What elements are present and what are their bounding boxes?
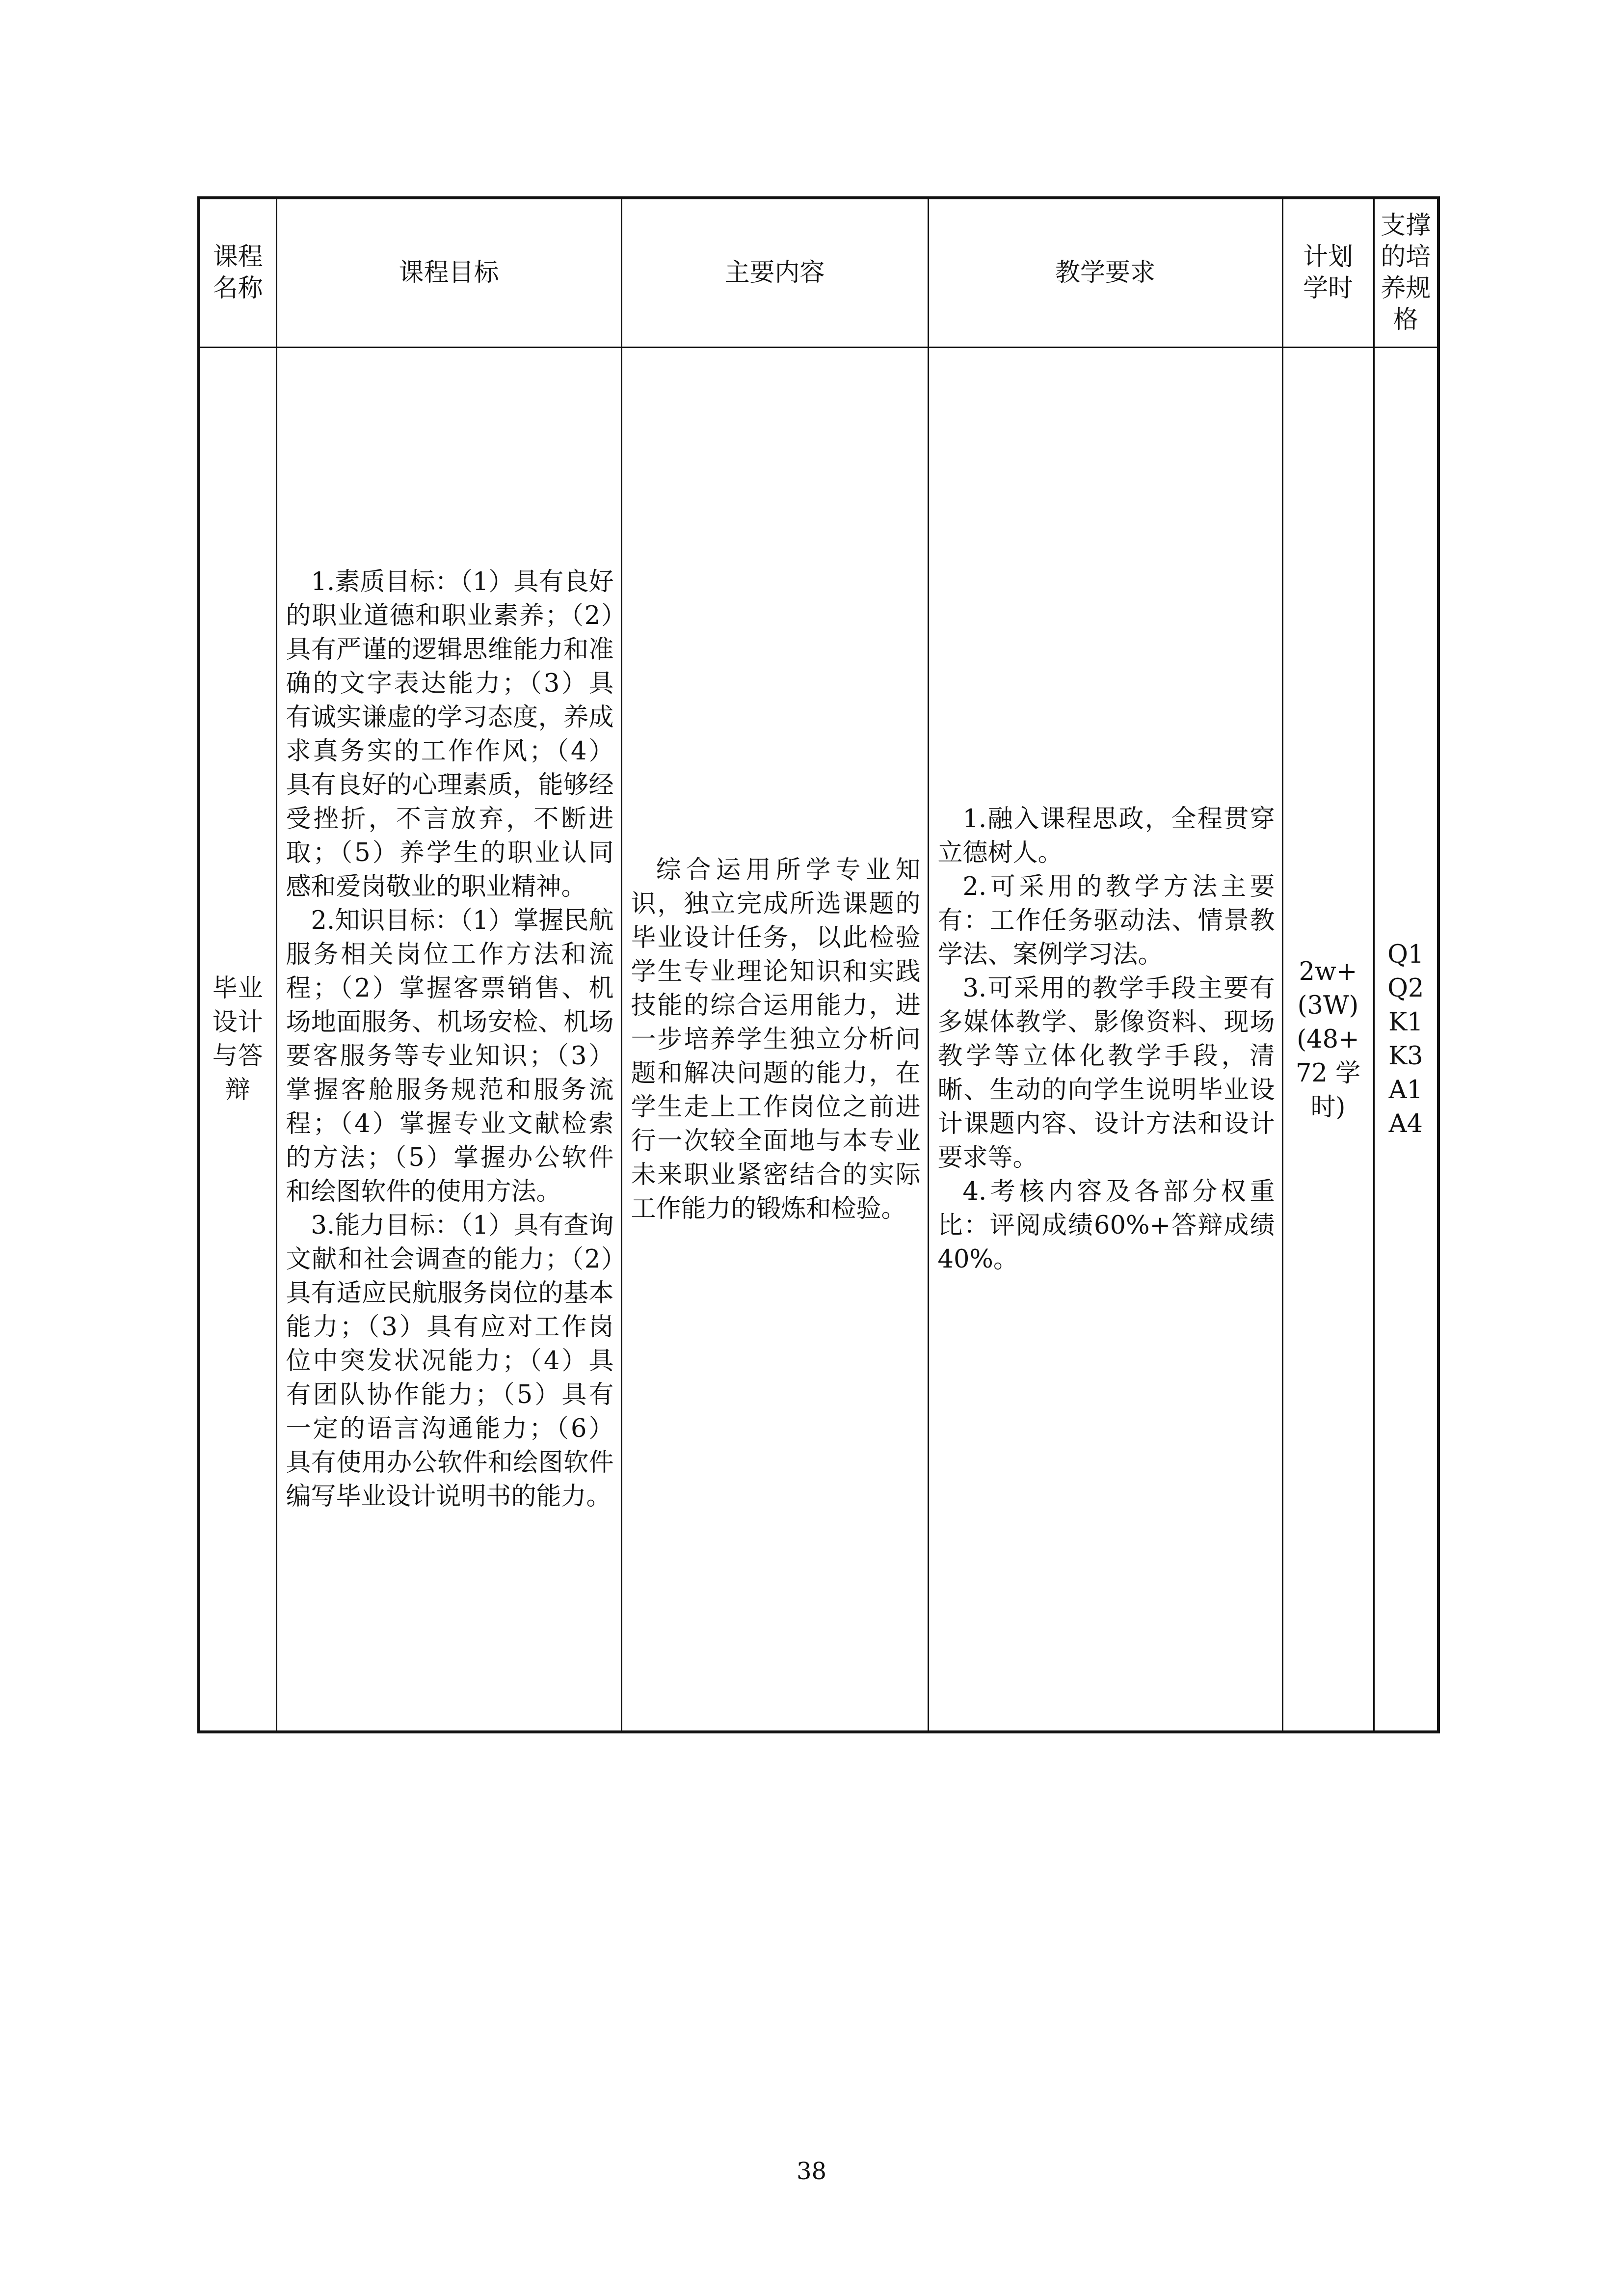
main-content-text: 综合运用所学专业知识，独立完成所选课题的毕业设计任务，以此检验学生专业理论知识和实践技能的综合运用能力，进一步培养学生独立分析问题和解决问题的能力，在学生走上工作岗位之前进行一次较全面地与本专业未来职业紧密结合的实际工作能力的锻炼和检验。 <box>631 855 921 1223</box>
course-goal-cell <box>276 348 621 1732</box>
header-planned-hours: 计划学时 <box>1282 198 1374 348</box>
spec-item: A1 <box>1388 1076 1423 1105</box>
goal-knowledge: 2.知识目标：（1）掌握民航服务相关岗位工作方法和流程；（2）掌握客票销售、机场地面服务、机场安检、机场要客服务等专业知识；（3）掌握客舱服务规范和服务流程；（4）掌握专业文献检索的方法；（5）掌握办公软件和绘图软件的使用方法。 <box>286 906 614 1206</box>
goal-quality: 1.素质目标：（1）具有良好的职业道德和职业素养；（2）具有严谨的逻辑思维能力和准确的文字表达能力；（3）具有诚实谦虚的学习态度，养成求真务实的工作作风；（4）具有良好的心理素质，能够经受挫折，不言放弃，不断进取；（5）养学生的职业认同感和爱岗敬业的职业精神。 <box>286 567 614 901</box>
course-name-cell <box>199 348 276 1732</box>
teaching-requirements-cell <box>928 348 1282 1732</box>
course-name: 毕业设计与答辩 <box>212 974 264 1105</box>
requirement-item: 3.可采用的教学手段主要有多媒体教学、影像资料、现场教学等立体化教学手段，清晰、生动的向学生说明毕业设计课题内容、设计方法和设计要求等。 <box>937 974 1275 1172</box>
main-content-cell <box>621 348 928 1732</box>
spec-item: K3 <box>1388 1042 1423 1071</box>
supported-specs-cell <box>1374 348 1438 1732</box>
goal-ability: 3.能力目标：（1）具有查询文献和社会调查的能力；（2）具有适应民航服务岗位的基本能力；（3）具有应对工作岗位中突发状况能力；（4）具有团队协作能力；（5）具有一定的语言沟通能力；（6）具有使用办公软件和绘图软件编写毕业设计说明书的能力。 <box>286 1211 614 1511</box>
requirement-item: 4.考核内容及各部分权重比：评阅成绩60%+答辩成绩40%。 <box>937 1177 1275 1274</box>
spec-item: Q2 <box>1387 974 1424 1003</box>
spec-item: K1 <box>1388 1008 1423 1037</box>
requirement-item: 1.融入课程思政，全程贯穿立德树人。 <box>937 805 1275 867</box>
header-course-name: 课程名称 <box>199 198 276 348</box>
course-table <box>197 196 1440 1733</box>
spec-item: A4 <box>1388 1109 1423 1138</box>
page-number: 38 <box>796 2158 827 2185</box>
table-row <box>199 348 1438 1732</box>
spec-item: Q1 <box>1387 940 1424 969</box>
header-main-content: 主要内容 <box>621 198 928 348</box>
header-teaching-requirements: 教学要求 <box>928 198 1282 348</box>
requirement-item: 2.可采用的教学方法主要有：工作任务驱动法、情景教学法、案例学习法。 <box>937 872 1275 969</box>
planned-hours: 2w+(3W)(48+72 学时) <box>1295 957 1361 1122</box>
header-course-goal: 课程目标 <box>276 198 621 348</box>
planned-hours-cell <box>1282 348 1374 1732</box>
header-supported-specs: 支撑的培养规格 <box>1374 198 1438 348</box>
table-header-row <box>199 198 1438 348</box>
